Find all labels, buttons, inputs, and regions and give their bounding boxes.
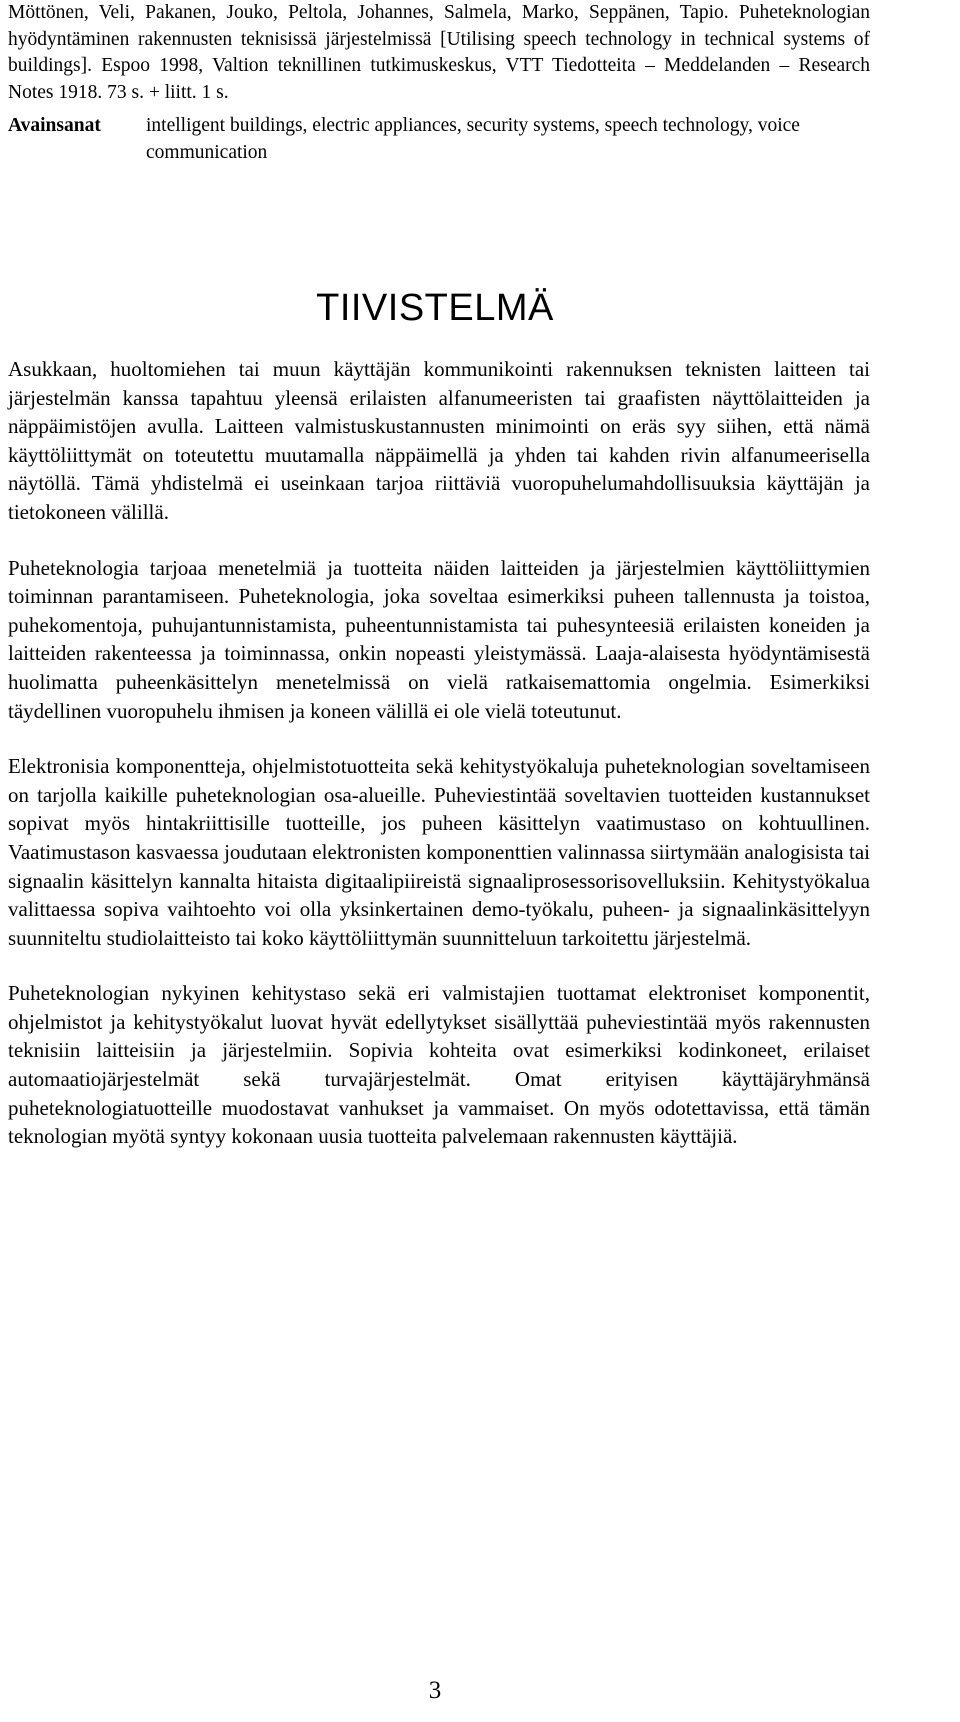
abstract-heading: TIIVISTELMÄ — [316, 287, 554, 329]
abstract-paragraph-4: Puheteknologian nykyinen kehitystaso sekä eri valmistajien tuottamat elektroniset komponentit, ohjelmistot ja kehitystyökalut luovat hyvät edellytykset sisällyttää puheviestintää myös rakennusten teknisiin laitteisiin ja järjestelmiin. Sopivia kohteita ovat esimerkiksi kodinkoneet, erilaiset automaatiojärjestelmät sekä turvajärjestelmät. Omat erityisen käyttäjäryhmänsä puheteknologiatuotteille muodostavat vanhukset ja vammaiset. On myös odotettavissa, että tämän teknologian myötä syntyy kokonaan uusia tuotteita palvelemaan rakennusten käyttäjiä. — [8, 981, 870, 1149]
keywords-text: intelligent buildings, electric appliances, security systems, speech technology, voice communication — [146, 115, 800, 163]
page-number: 3 — [428, 1677, 442, 1704]
abstract-paragraph-1: Asukkaan, huoltomiehen tai muun käyttäjän kommunikointi rakennuksen teknisten laitteen tai järjestelmän kanssa tapahtuu yleensä erilaisten alfanumeeristen tai graafisten näyttölaitteiden ja näppäimistöjen avulla. Laitteen valmistuskustannusten minimointi on eräs syy siihen, että nämä käyttöliittymät on toteutettu muutamalla näppäimellä ja yhden tai kahden rivin alfanumeerisella näytöllä. Tämä yhdistelmä ei useinkaan tarjoa riittäviä vuoropuhelumahdollisuuksia käyttäjän ja tietokoneen välillä. — [8, 357, 870, 524]
abstract-body — [8, 355, 870, 1178]
citation-authors: Möttönen, Veli, Pakanen, Jouko, Peltola, Johannes, Salmela, Marko, Seppänen, Tapio. — [8, 2, 729, 23]
document-page — [8, 0, 870, 166]
abstract-paragraph-2: Puheteknologia tarjoaa menetelmiä ja tuotteita näiden laitteiden ja järjestelmien käyttöliittymien toiminnan parantamiseen. Puheteknologia, joka soveltaa esimerkiksi puheen tallennusta ja toistoa, puhekomentoja, puhujantunnistamista, puheentunnistamista tai puhesynteesiä erilaisten koneiden ja laitteiden rakenteessa ja toiminnassa, onkin nopeasti yleistymässä. Laaja-alaisesta hyödyntämisestä huolimatta puheenkäsittelyn menetelmissä on vielä ratkaisemattomia ongelmia. Esimerkiksi täydellinen vuoropuhelu ihmisen ja koneen välillä ei ole vielä toteutunut. — [8, 555, 870, 723]
abstract-paragraph-3: Elektronisia komponentteja, ohjelmistotuotteita sekä kehitystyökaluja puheteknologian soveltamiseen on tarjolla kaikille puheteknologian osa-alueille. Puheviestintää soveltavien tuotteiden kustannukset sopivat myös hintakriittisille tuotteille, jos puheen käsittelyn vaatimustaso on kohtuullinen. Vaatimustason kasvaessa joudutaan elektronisten komponenttien valinnassa siirtymään analogisista tai signaalin käsittelyn kannalta hitaista digitaalipiireistä signaaliprosessorisovelluksiin. Kehitystyökalua valittaessa sopiva vaihtoehto voi olla yksinkertainen demo-työkalu, puheen- ja signaalinkäsittelyyn suunniteltu studiolaitteisto tai koko käyttöliittymän suunnitteluun tarkoitettu järjestelmä. — [8, 754, 870, 950]
keywords-label: Avainsanat — [8, 115, 101, 136]
citation-title: Puheteknologian hyödyntäminen rakennusten teknisissä järjestelmissä [Utilising speech technology in technical systems of buildings]. — [8, 2, 870, 76]
bibliographic-citation — [8, 0, 870, 106]
citation-publisher: Espoo 1998, Valtion teknillinen tutkimuskeskus, VTT Tiedotteita – Meddelanden – Research Notes 1918. 73 s. + liitt. 1 s. — [8, 55, 870, 103]
keywords-row — [8, 113, 870, 166]
